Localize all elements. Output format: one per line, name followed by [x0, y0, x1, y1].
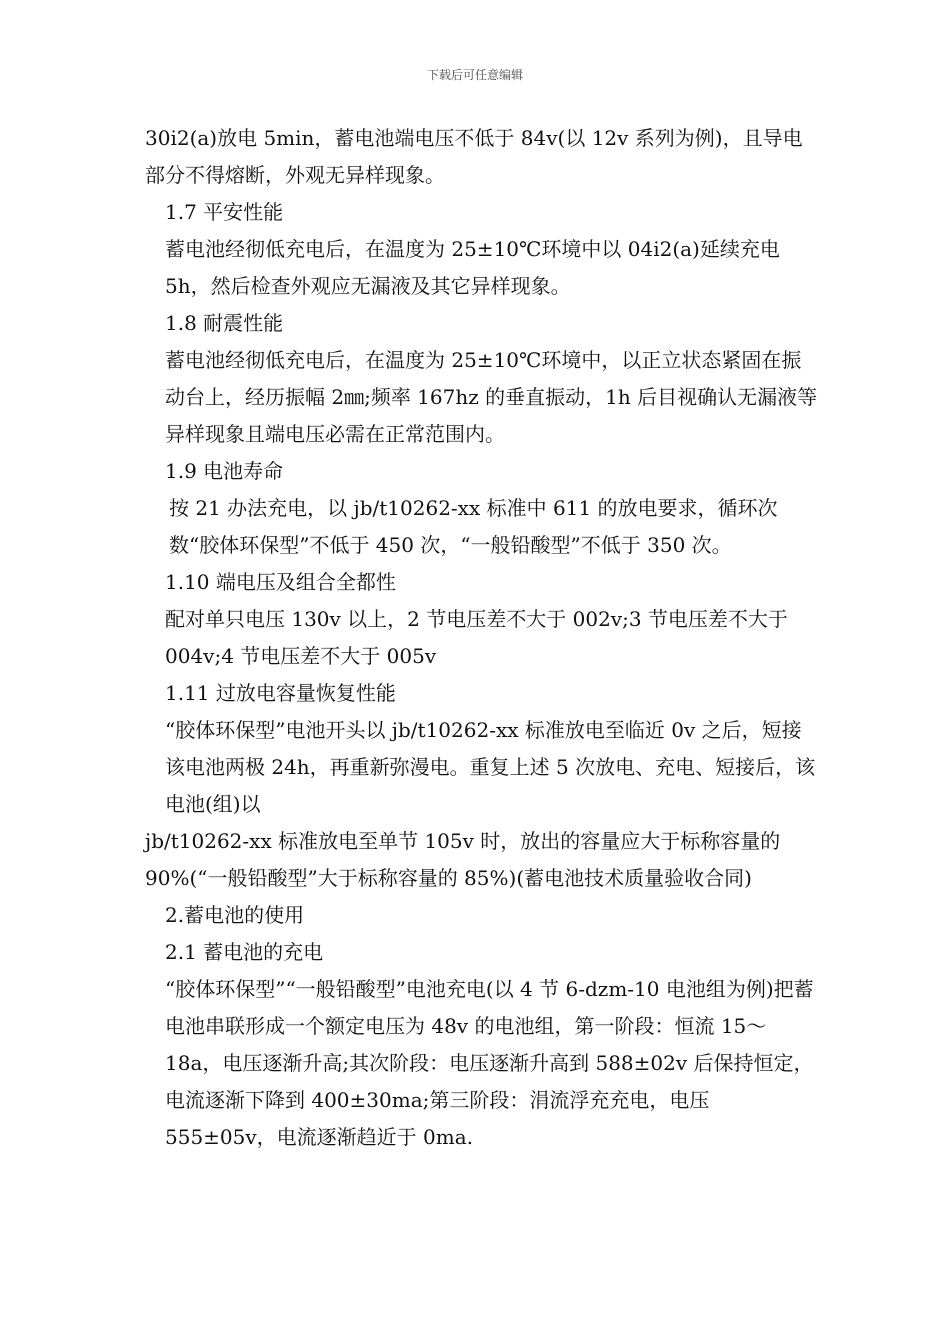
- page-header: 下载后可任意编辑: [426, 68, 523, 82]
- paragraph: 30i2(a)放电 5min，蓄电池端电压不低于 84v(以 12v 系列为例)，且导电部分不得熔断，外观无异样现象。: [145, 126, 803, 187]
- paragraph: 1.11 过放电容量恢复性能: [165, 681, 396, 705]
- paragraph: “胶体环保型”电池开头以 jb/t10262-xx 标准放电至临近 0v 之后，短接该电池两极 24h，再重新弥漫电。重复上述 5 次放电、充电、短接后，该电池(组)以: [165, 718, 816, 816]
- paragraph: 1.8 耐震性能: [165, 311, 284, 335]
- paragraph: 配对单只电压 130v 以上，2 节电压差不大于 002v;3 节电压差不大于 004v;4 节电压差不大于 005v: [165, 607, 788, 668]
- paragraph: 蓄电池经彻低充电后，在温度为 25±10℃环境中以 04i2(a)延续充电 5h，然后检查外观应无漏液及其它异样现象。: [165, 237, 780, 298]
- paragraph: 2.1 蓄电池的充电: [165, 940, 324, 964]
- paragraph: 1.9 电池寿命: [165, 459, 284, 483]
- paragraph: 2.蓄电池的使用: [165, 903, 305, 927]
- paragraph: “胶体环保型”“一般铅酸型”电池充电(以 4 节 6-dzm-10 电池组为例)把蓄电池串联形成一个额定电压为 48v 的电池组，第一阶段：恒流 15～18a，电压逐渐升高;其次阶段：电压逐渐升高到 588±02v 后保持恒定，电流逐渐下降到 400±30ma;第三阶段：涓流浮充充电，电压 555±05v，电流逐渐趋近于 0ma.: [165, 977, 814, 1149]
- paragraph: 1.10 端电压及组合全都性: [165, 570, 396, 594]
- document-body: [145, 120, 820, 1156]
- paragraph: jb/t10262-xx 标准放电至单节 105v 时，放出的容量应大于标称容量的 90%(“一般铅酸型”大于标称容量的 85%)(蓄电池技术质量验收合同): [145, 829, 781, 890]
- paragraph: 蓄电池经彻低充电后，在温度为 25±10℃环境中，以正立状态紧固在振动台上，经历振幅 2㎜;频率 167hz 的垂直振动，1h 后目视确认无漏液等异样现象且端电压必需在正常范围内。: [165, 348, 818, 446]
- paragraph: 按 21 办法充电，以 jb/t10262-xx 标准中 611 的放电要求，循环次数“胶体环保型”不低于 450 次，“一般铅酸型”不低于 350 次。: [169, 496, 778, 557]
- paragraph: 1.7 平安性能: [165, 200, 284, 224]
